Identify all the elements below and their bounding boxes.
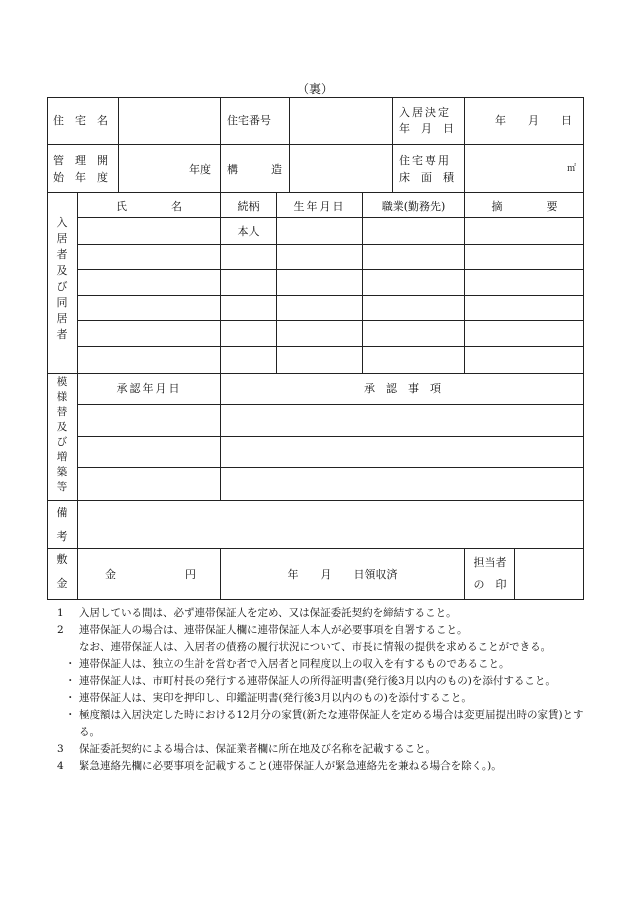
registry-form bbox=[47, 97, 584, 600]
deposit-amount-suffix: 円 bbox=[185, 568, 196, 581]
header-birthdate: 生年月日 bbox=[293, 200, 346, 213]
note-item: ・ 連帯保証人は、独立の生計を営む者で入居者と同程度以上の収入を有するものであること。 bbox=[65, 658, 510, 670]
move-in-date-label-2: 年 月 日 bbox=[399, 122, 454, 135]
area-unit: ㎡ bbox=[567, 164, 577, 174]
house-name-label: 住 宅 名 bbox=[53, 114, 108, 127]
officer-seal-label-2: の 印 bbox=[473, 578, 507, 591]
note-item: ・ 連帯保証人は、実印を押印し、印鑑証明書(発行後3月以内のもの)を添付すること。 bbox=[65, 692, 472, 704]
note-item: 4 緊急連絡先欄に必要事項を記載すること(連帯保証人が緊急連絡先を兼ねる場合を除く。)。 bbox=[57, 760, 502, 772]
deposit-amount-prefix: 金 bbox=[105, 568, 116, 581]
header-name: 氏 名 bbox=[116, 200, 182, 213]
mgmt-year-suffix: 年度 bbox=[189, 163, 211, 176]
page-title: （裏） bbox=[296, 82, 333, 96]
note-item: ・ 連帯保証人は、市町村長の発行する連帯保証人の所得証明書(発行後3月以内のもの)を添付すること。 bbox=[65, 675, 556, 687]
move-in-date-value: 年 月 日 bbox=[495, 114, 572, 127]
remarks-side-label: 備 考 bbox=[56, 506, 68, 543]
house-number-label: 住宅番号 bbox=[227, 114, 271, 127]
note-item: 3 保証委託契約による場合は、保証業者欄に所在地及び名称を記載すること。 bbox=[57, 743, 436, 755]
note-item: ・ 極度額は入居決定した時における12月分の家賃(新たな連帯保証人を定める場合は変更届提出時の家賃)とする。 bbox=[65, 709, 584, 738]
move-in-date-label-1: 入居決定 bbox=[399, 106, 451, 119]
header-relation: 続柄 bbox=[237, 200, 260, 213]
deposit-side-label: 敷 金 bbox=[56, 553, 68, 590]
notes-list bbox=[57, 605, 587, 775]
occupants-side-label: 入 居 者 及 び 同 居 者 bbox=[56, 216, 68, 341]
relation-self: 本人 bbox=[237, 225, 260, 238]
renovation-side-label: 模 様 替 及 び 増 築 等 bbox=[56, 376, 68, 493]
header-occupation: 職業(勤務先) bbox=[381, 200, 446, 213]
floor-area-label-1: 住宅専用 bbox=[399, 154, 451, 167]
deposit-received: 年 月 日領収済 bbox=[287, 568, 398, 581]
officer-seal-label-1: 担当者 bbox=[473, 556, 507, 569]
note-item: 1 入居している間は、必ず連帯保証人を定め、又は保証委託契約を締結すること。 bbox=[57, 607, 457, 619]
structure-label: 構 造 bbox=[227, 163, 282, 176]
mgmt-start-label-2: 始 年 度 bbox=[53, 171, 108, 184]
note-item: 2 連帯保証人の場合は、連帯保証人欄に連帯保証人本人が必要事項を自署すること。 bbox=[57, 624, 468, 636]
header-approval-date: 承認年月日 bbox=[116, 382, 182, 395]
form-grid bbox=[47, 97, 584, 600]
mgmt-start-label-1: 管 理 開 bbox=[53, 154, 108, 167]
header-remarks: 摘 要 bbox=[491, 200, 558, 213]
note-item: なお、連帯保証人は、入居者の債務の履行状況について、市長に情報の提供を求めることができる。 bbox=[79, 641, 552, 653]
floor-area-label-2: 床 面 積 bbox=[399, 171, 454, 184]
header-approval-items: 承 認 事 項 bbox=[364, 382, 441, 395]
